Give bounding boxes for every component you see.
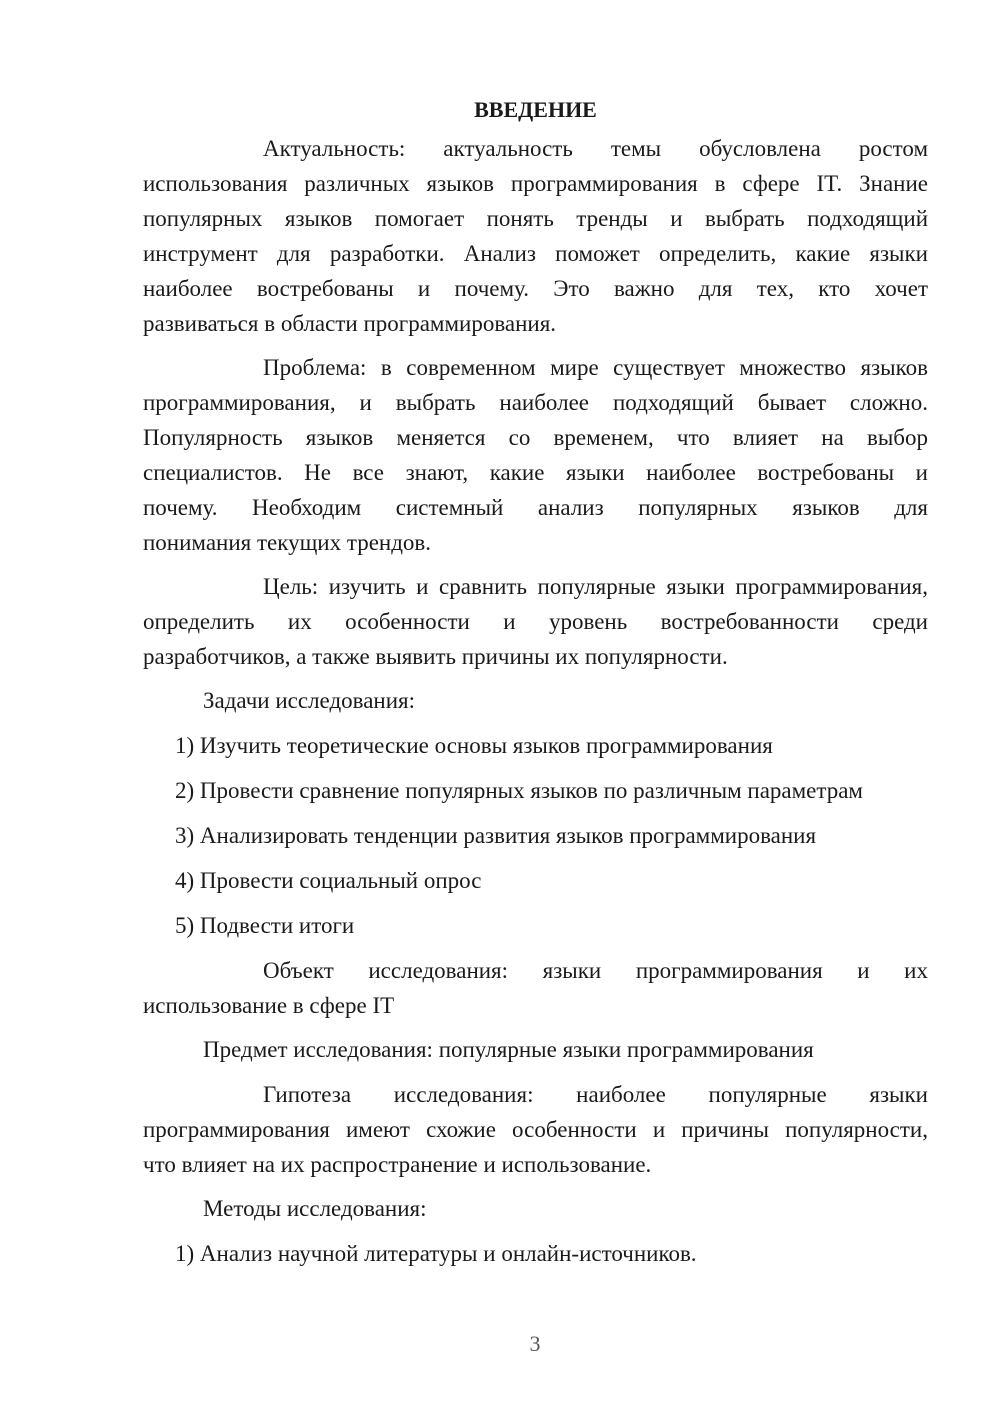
text-line: Проблема: в современном мире существует множество языков (263, 355, 928, 380)
text-line: Актуальность: актуальность темы обусловлена ростом (263, 136, 928, 161)
text-line: программирования имеют схожие особенности и причины популярности, (143, 1117, 928, 1142)
text-line: Гипотеза исследования: наиболее популярные языки (263, 1082, 928, 1107)
list-item: 4) Провести социальный опрос (175, 868, 482, 893)
paragraph-relevance (143, 131, 928, 341)
text-line: использования различных языков программирования в сфере IT. Знание (143, 171, 928, 196)
page-number: 3 (529, 1331, 541, 1356)
paragraph-problem (143, 350, 928, 560)
text-line: развиваться в области программирования. (143, 311, 557, 336)
text-line: Цель: изучить и сравнить популярные языки программирования, (263, 574, 928, 599)
paragraph-object (143, 953, 928, 1023)
paragraph-goal (143, 569, 928, 674)
text-line: инструмент для разработки. Анализ поможет определить, какие языки (143, 241, 928, 266)
text-line: Популярность языков меняется со временем, что влияет на выбор (143, 425, 928, 450)
text-line: популярных языков помогает понять тренды и выбрать подходящий (143, 206, 928, 231)
list-item: 2) Провести сравнение популярных языков по различным параметрам (175, 778, 863, 803)
paragraph-subject: Предмет исследования: популярные языки программирования (203, 1037, 814, 1062)
text-line: программирования, и выбрать наиболее подходящий бывает сложно. (143, 390, 928, 415)
methods-title: Методы исследования: (203, 1196, 427, 1221)
page-content (143, 92, 928, 1281)
text-line: наиболее востребованы и почему. Это важно для тех, кто хочет (143, 276, 928, 301)
text-line: определить их особенности и уровень востребованности среди (143, 609, 928, 634)
text-line: использование в сфере IT (143, 993, 395, 1018)
list-item: 1) Изучить теоретические основы языков программирования (175, 733, 773, 758)
text-line: почему. Необходим системный анализ популярных языков для (143, 495, 928, 520)
text-line: разработчиков, а также выявить причины их популярности. (143, 644, 728, 669)
list-item: 3) Анализировать тенденции развития языков программирования (175, 823, 817, 848)
text-line: что влияет на их распространение и использование. (143, 1152, 652, 1177)
text-line: специалистов. Не все знают, какие языки наиболее востребованы и (143, 460, 928, 485)
tasks-title: Задачи исследования: (203, 688, 416, 713)
text-line: Объект исследования: языки программирования и их (263, 958, 928, 983)
text-line: понимания текущих трендов. (143, 530, 432, 555)
section-heading: ВВЕДЕНИЕ (474, 97, 597, 122)
paragraph-hypothesis (143, 1077, 928, 1182)
list-item: 1) Анализ научной литературы и онлайн-источников. (175, 1241, 697, 1266)
list-item: 5) Подвести итоги (175, 913, 355, 938)
